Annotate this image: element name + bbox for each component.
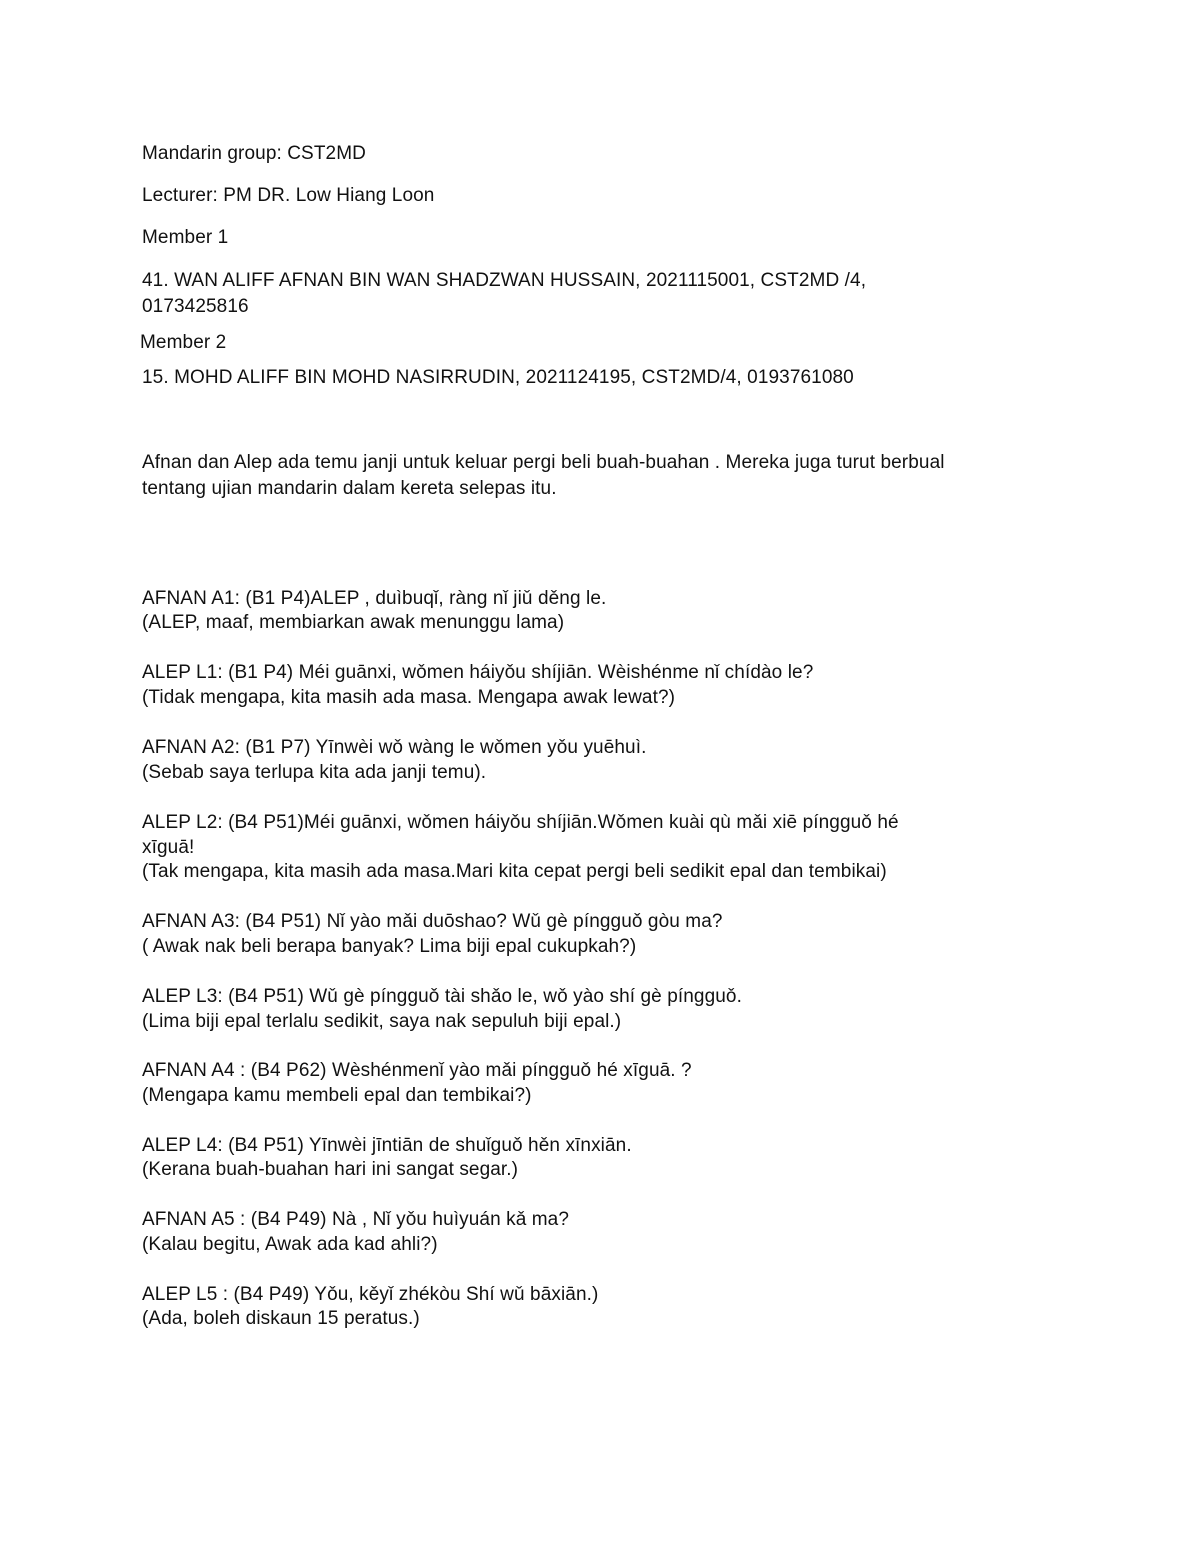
dialogue-translation-a5: (Kalau begitu, Awak ada kad ahli?) [142, 1234, 438, 1255]
dialogue-line-l4: ALEP L4: (B4 P51) Yīnwèi jīntiān de shuǐguǒ hěn xīnxiān. [142, 1135, 632, 1156]
dialogue-line-l3: ALEP L3: (B4 P51) Wǔ gè píngguǒ tài shǎo le, wǒ yào shí gè píngguǒ. [142, 986, 742, 1007]
member2-label: Member 2 [140, 332, 227, 353]
intro-line-2: tentang ujian mandarin dalam kereta selepas itu. [142, 478, 557, 499]
dialogue-translation-a4: (Mengapa kamu membeli epal dan tembikai?) [142, 1085, 532, 1106]
dialogue-translation-l4: (Kerana buah-buahan hari ini sangat segar.) [142, 1159, 519, 1180]
dialogue-line-a4: AFNAN A4 : (B4 P62) Wèshénmenǐ yào mǎi píngguǒ hé xīguā. ? [142, 1060, 692, 1081]
dialogue-translation-l3: (Lima biji epal terlalu sedikit, saya nak sepuluh biji epal.) [142, 1011, 622, 1032]
dialogue-translation-l2: (Tak mengapa, kita masih ada masa.Mari kita cepat pergi beli sedikit epal dan tembikai) [142, 861, 887, 882]
dialogue-translation-a3: ( Awak nak beli berapa banyak? Lima biji epal cukupkah?) [142, 936, 637, 957]
dialogue-line-a3: AFNAN A3: (B4 P51) Nǐ yào mǎi duōshao? Wǔ gè píngguǒ gòu ma? [142, 911, 723, 932]
dialogue-line-l5: ALEP L5 : (B4 P49) Yǒu, kěyǐ zhékòu Shí wǔ bāxiān.) [142, 1284, 599, 1305]
member1-details: 41. WAN ALIFF AFNAN BIN WAN SHADZWAN HUSSAIN, 2021115001, CST2MD /4, [142, 270, 867, 291]
dialogue-translation-l5: (Ada, boleh diskaun 15 peratus.) [142, 1308, 420, 1329]
dialogue-line-a1: AFNAN A1: (B1 P4)ALEP , duìbuqǐ, ràng nǐ jiǔ děng le. [142, 588, 607, 609]
intro-line-1: Afnan dan Alep ada temu janji untuk keluar pergi beli buah-buahan . Mereka juga turut berbual [142, 452, 945, 473]
member1-phone: 0173425816 [142, 296, 249, 317]
dialogue-translation-a2: (Sebab saya terlupa kita ada janji temu). [142, 762, 487, 783]
dialogue-line-l2-cont: xīguā! [142, 837, 195, 858]
lecturer-line: Lecturer: PM DR. Low Hiang Loon [142, 185, 435, 206]
dialogue-line-l2: ALEP L2: (B4 P51)Méi guānxi, wǒmen háiyǒu shíjiān.Wǒmen kuài qù mǎi xiē píngguǒ hé [142, 812, 899, 833]
dialogue-translation-l1: (Tidak mengapa, kita masih ada masa. Mengapa awak lewat?) [142, 687, 676, 708]
dialogue-line-a5: AFNAN A5 : (B4 P49) Nà , Nǐ yǒu huìyuán kǎ ma? [142, 1209, 570, 1230]
group-line: Mandarin group: CST2MD [142, 143, 366, 164]
member2-details: 15. MOHD ALIFF BIN MOHD NASIRRUDIN, 2021124195, CST2MD/4, 0193761080 [142, 367, 854, 388]
dialogue-line-l1: ALEP L1: (B1 P4) Méi guānxi, wǒmen háiyǒu shíjiān. Wèishénme nǐ chídào le? [142, 662, 814, 683]
dialogue-line-a2: AFNAN A2: (B1 P7) Yīnwèi wǒ wàng le wǒmen yǒu yuēhuì. [142, 737, 647, 758]
member1-label: Member 1 [142, 227, 229, 248]
dialogue-translation-a1: (ALEP, maaf, membiarkan awak menunggu lama) [142, 612, 565, 633]
